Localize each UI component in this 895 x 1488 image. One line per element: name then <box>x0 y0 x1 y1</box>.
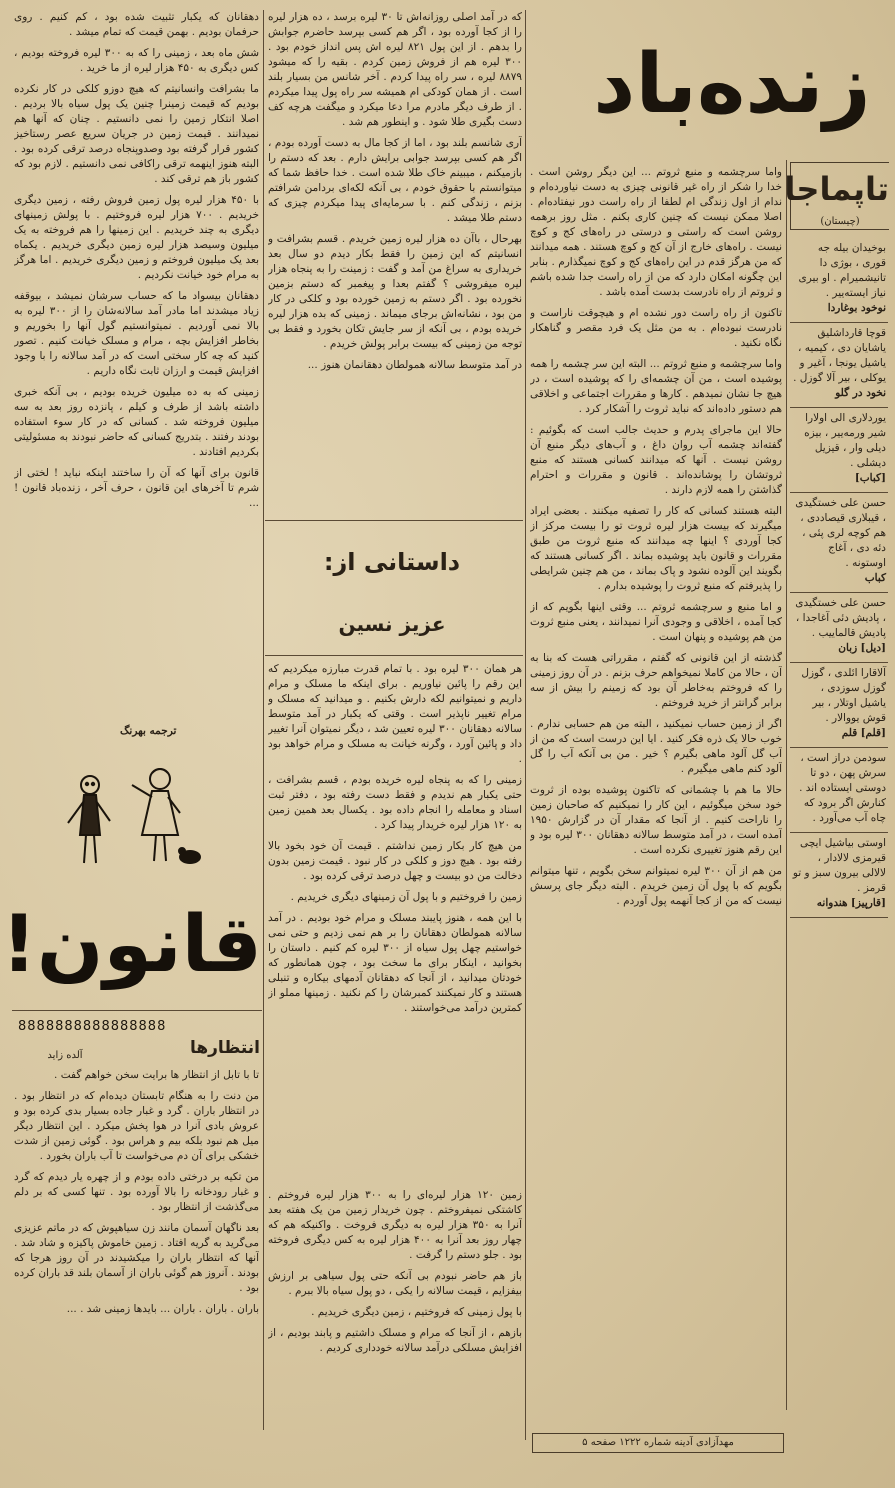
riddle-item: حسن علی خستگیدی ، پادیش دئی آغاجدا ، پادیش قالماییب . [دیل] زبان <box>790 593 888 663</box>
paragraph: آری شانسم بلند بود ، اما از کجا مال به دست آورده بودم ، اگر هم کسی بپرسد جوابی برایش دارم . بعد که دستم را بازمیکنم ، میبینم خاک طلا شده است . خدا حافظ شما که میتوانستم با حقوق خودم ، بی آنکه لکه‌ای بردامن شرافتم بزنم ، زندگی کنم . با سرمایه‌ای پیدا میکردم چیزی که دستم طلا میشد . <box>268 137 522 224</box>
paragraph: زمین را فروختیم و با پول آن زمینهای دیگری خریدیم . <box>290 891 522 903</box>
paragraph: بازهم ، از آنجا که مرام و مسلک داشتیم و پابند بودیم ، از افزایش مسلکی درآمد سالانه خودداری کردیم . <box>268 1327 522 1354</box>
page-footer: مهدآزادی آدینه شماره ۱۲۲۲ صفحه ۵ <box>532 1433 784 1453</box>
section-divider <box>265 655 523 656</box>
ornament-border: 8888888888888888 <box>18 1020 167 1034</box>
article-column-3 <box>530 165 782 1427</box>
riddle-item: سودمن دراز است ، سرش پهن ، دو تا دوستی ایستاده اند . کنارش اگر برود که چاه آب می‌آورد . <box>790 748 888 833</box>
paragraph: شش ماه بعد ، زمینی را که به ۳۰۰ لیره فروخته بودیم ، کس دیگری به ۴۵۰ هزار لیره از ما خرید . <box>14 47 259 74</box>
article-column-2-top <box>268 10 522 515</box>
column-divider <box>786 160 787 1410</box>
qanun-headline: قانون! <box>1 900 262 990</box>
paragraph: با این همه ، هنوز پایبند مسلک و مرام خود بودیم . در آمد سالانه همولطان دهقانان را بر هم نمی زدیم و حتی نمی خواستیم چهل پول سیاه از ۳۰۰ لیره کم کنیم . داستان را بخوانید ، اینکار برای ما سخت بود ، چون همانطور که خودتان میدانید ، از آنجا که دهقانان آدمهای بیکاره و تنبلی هستند و کار نمیکنند کمبرشان را کم نکنید . زمینها مملو از کمترین درآمد می‌خواستند . <box>268 912 522 1014</box>
story-author: عزیز نسین <box>338 612 446 636</box>
article-column-2-bottom <box>268 1188 522 1438</box>
column-divider <box>525 10 526 1440</box>
riddle-item: حسن علی خستگیدی ، قیبلاری قیصاددی ، هم کوچه لری پئی ، دئه دی ، آغاج اوستونه . کباب <box>790 493 888 593</box>
riddle-answer: [کباب] <box>854 472 886 484</box>
paragraph: ما بشرافت وانسانیتم که هیچ دوزو کلکی در کار نکرده بودیم که قیمت زمینرا چنین یک پول سیاه بالا بردیم . اصلا انتکار زمین را نمی دانستیم . چنان که آنها هم نمیدانند . قیمت زمین در جریان سریع عصر رستاخیز کشور قرار گرفته بود وصدوپنجاه درصد ترقی کرده بود . البته هنوز اینهمه ترقی راکافی نمی دانستیم . لازم بود که کشور باز هم ترقی کند . <box>14 83 259 185</box>
story-title-block <box>262 542 522 648</box>
article-column-1-bottom <box>14 1068 259 1438</box>
riddle-item: یوردلاری الی اولارا شیر ورمه‌ییر ، بیزه دیلی وار ، قیزیل دیشلی . [کباب] <box>790 408 888 493</box>
paragraph: با ۴۵۰ هزار لیره پول زمین فروش رفته ، زمین دیگری خریدیم . ۷۰۰ هزار لیره فروختیم . با پولش زمینهای دیگری به چند خریدیم . این زمینها را هم فروخته به یک میلیون وسیصد هزار لیره زمین دیگری خریدیم . یکماه بعد یک میلیون فروختم و زمین دیگری خریدیم . اما هرگز به مرام خود خیانت نکردیم . <box>14 194 259 281</box>
paragraph: بعد ناگهان آسمان مانند زن سیاهپوش که در ماتم عزیزی می‌گرید به گریه افتاد . زمین خاموش پاکیزه و شاد شد . آنها که انتظار باران را میکشیدند در آن روز هرجا که بودند . آنروز هم گوئی باران از آسمان بلند قد باران کرده بود . <box>14 1222 259 1294</box>
paragraph: من هم از آن ۳۰۰ لیره نمیتوانم سخن بگویم ، تنها میتوانم بگویم که با پول آن زمین خریدم . البته دیگر جای پرسش نیست که من از کجا آنهمه پول آوردم . <box>530 865 782 907</box>
riddle-answer: زبان <box>838 642 858 654</box>
paragraph: زمینی که به ده میلیون خریده بودیم ، بی آنکه خبری داشته باشد از طرف و کیلم ، پانزده روز بعد به سه میلیون فروخته شد . کسانی که در کار سوء استفاده بودند رفتند . بتدریج کسانی که حاضر نبودند به مسئولیتی بکردیم افتادند . <box>14 386 259 458</box>
section-divider <box>12 1010 262 1011</box>
tapmaja-box <box>784 162 889 230</box>
paragraph: تا با تابل از انتظار ها برایت سخن خواهم گفت . <box>54 1069 259 1081</box>
paragraph: قانون برای آنها که آن را ساختند اینکه نباید ! لختی از شرم تا آخرهای این قانون ، حرف آخر ، زنده‌باد قانون ! ... <box>14 467 259 509</box>
riddle-answer: نوخود بوغاردا <box>827 302 886 314</box>
riddle-item: بوخیدان بیله جه قوری ، بوژی دا تانیشمیرام . او بیری نیاز ایسته‌ییر . نوخود بوغاردا <box>790 238 888 323</box>
riddle-answer: نخود در گلو <box>835 387 886 399</box>
paragraph: البته هستند کسانی که کار را تصفیه میکنند . بعضی ایراد میگیرند که بیست هزار لیره ثروت تو را بیست مرکز از کجا آوردی ؟ اینها چه میدانند که منبع ثروت من طبق مقررات و قانون باید پوشیده بماند . اگر کسانی هستند که بگویند این آلوده نشود و پاک بماند ، من هم چنین شرایطی را پذیرفتم که منبع ثروت را پوشیده بدارم . <box>530 505 782 592</box>
tapmaja-title: تاپماجا <box>784 170 889 208</box>
paragraph: من تکیه بر درختی داده بودم و از چهره یار دیدم که گرد و غبار رودخانه را بالا آورده بود . تنها کسی که بر دلم می‌گذشت از انتظار بود . <box>14 1171 259 1213</box>
cartoon-illustration <box>60 765 210 875</box>
paragraph: تاکنون از راه راست دور نشده ام و هیچوقت ناراست و نادرست نبوده‌ام . به من مثل یک فرد مقصر و گناهکار نگاه نکنید . <box>530 307 782 349</box>
paragraph: با پول زمینی که فروختیم ، زمین دیگری خریدیم . <box>311 1306 522 1318</box>
paragraph: گذشته از این قانونی که گفتم ، مقرراتی هست که بنا به آن ، حالا من کاملا نمیخواهم حرف بزنم . در آن روز زمینی را که فروختم به‌خاطر آن بود که زمینم را بیش از سه برابر گرانتر از خرید فروختم . <box>530 652 782 709</box>
paragraph: هر همان ۳۰۰ لیره بود . با تمام قدرت مبارزه میکردیم که این رقم را پائین نیاوریم . برای اینکه ما مسلک و مرام داریم و نمیتوانیم لکه دارش بکنیم . و میدانید که مسلک و مرام تغییر ناپذیر است . وقتی که یکبار در آمد متوسط سالانه دهقانان ۳۰۰ لیره تعیین شد ، دیگر نمیتوان آنرا تغییر داد و پائین آورد ، وگرنه خیانت به مسلک و مرام خواهد بود . <box>268 663 522 765</box>
section-divider <box>265 520 523 521</box>
masthead-title: زنده‌باد <box>593 37 871 132</box>
paragraph: که در آمد اصلی روزانه‌اش تا ۳۰ لیره برسد ، ده هزار لیره را از کجا آورده بود ، اگر هم کسی بپرسد حاضرم جوابش را بدهم . از این پول ۸۲۱ لیره اش پس انداز خودم بود . ۳۰۰ لیره هم از فروش زمین کردم . بقیه را که میشود ۸۸۷۹ لیره ، سر راه پیدا کردم . آخر شانس من بسیار بلند است . از همان کودکی ام همیشه سر راه پول پیدا میکردم . از طرف دیگر مادرم مرا دعا میکرد و میگفت هرچه کف دست بگیری طلا شود . و اینطور هم شد . <box>268 11 522 128</box>
riddle-item: قوچا قارداشلیق یاشایان دی ، کیمیه ، یاشیل یونجا ، آغیر و یوکلی ، بیر آلا گوزل . نخود در گلو <box>790 323 888 408</box>
paragraph: اگر از زمین حساب نمیکنید ، البته من هم حسابی ندارم . خوب حالا یک ذره فکر کنید . ایا این درست است که من از آب گل آلود ماهی بگیرم ؟ خیر . من بی آنکه آب را گل آلود کنم ماهی میگیرم . <box>530 718 782 775</box>
paragraph: باز هم حاضر نبودم بی آنکه حتی پول سیاهی بر ارزش بیفزایم ، قیمت سالانه را یکی ، دو پول سیاه بالا ببرم . <box>268 1270 522 1297</box>
paragraph: و اما منبع و سرچشمه ثروتم ... وقتی اینها بگویم که از کجا آمده ، اخلاقی و وجودی آنرا نمیدانند ، یعنی منبع ثروت من هم پوشیده و پنهان است . <box>530 601 782 643</box>
riddle-answer: کباب <box>864 572 886 584</box>
paragraph: حالا این ماجرای پدرم و حدیث جالب است که بگوئیم : گفته‌اند چشمه آب روان داغ ، و آب‌های دیگر منبع آن روشن نیست . آنها که میدانند کسانی هستند که منبع ثروتشان را پوشانده‌اند . قانون و مقررات و احترام گذاشتن را همه لازم دارند . <box>530 424 782 496</box>
article-column-1-top <box>14 10 259 725</box>
paragraph: بهرحال ، باآن ده هزار لیره زمین خریدم . قسم بشرافت و انسانیتم که این زمین را فقط بکار دیدم دو سال بعد خریداری به سراغ من آمد و گفت : زمینت را به پنجاه هزار لیره میفروشی ؟ گفتم بعدا و پیغمبر که دستم بزمین نخورده بود . اگر دستم به زمین خورده بود و کلکی در کار من بود ، نشانه‌اش برجای میماند . زمینی که بده هزار لیره خریده بودم ، بی آنکه از سر جایش تکان بخورد و فقط بی توجه من زمینی که بیست برابر پولش خریدم . <box>268 233 522 350</box>
paragraph: من دنت را به هنگام تابستان دیده‌ام که در انتظار بود . در انتظار باران . گرد و غبار جاده بسیار بدی کرده بود و عروش بادی آنرا در هوا پخش میکرد . این انتظار دیگر میل هم نبود بلکه بیم و هراس بود . گوئی زمین از شدت خشکی برای آن دم می‌خواست تا آب باران بخورد . <box>14 1090 259 1162</box>
paragraph: زمین ۱۲۰ هزار لیره‌ای را به ۳۰۰ هزار لیره فروختم . کاشتکی نمیفروختم . چون خریدار زمین من یک هفته بعد آنرا به ۳۵۰ هزار لیره به دیگری فروخت . واکنیکه هم که چهار روز بعد آنرا به ۴۰۰ هزار لیره به کس دیگری فروخته بود . جلو دستم را گرفت . <box>268 1189 522 1261</box>
paragraph: باران . باران . باران ... بایدها زمینی شد . ... <box>66 1303 259 1315</box>
paragraph: زمینی را که به پنجاه لیره خریده بودم ، قسم بشرافت ، حتی یکبار هم ندیدم و فقط دست رفته بود ، دفتر ثبت اسناد و معامله را انجام داده بود . یکسال بعد همین زمین به ۱۲۰ هزار لیره خریدار پیدا کرد . <box>268 774 522 831</box>
riddle-answer: قلم <box>841 727 858 739</box>
article-column-2-mid <box>268 662 522 1182</box>
paragraph: در آمد متوسط سالانه همولطان دهقانمان هنوز ... <box>307 359 522 371</box>
paragraph: حالا ما هم با چشمانی که تاکنون پوشیده بوده از ثروت خود سخن میگوئیم ، این کار را نمیکنیم که صاحبان زمین را ناراحت کنیم . از آنجا که مقدار آن در گزارش ۱۹۵۰ آمده است ، در آمد متوسط سالانه دهقانان ۳۰۰ لیره بود و این رقم هنوز تغییری نکرده است . <box>530 784 782 856</box>
tapmaja-subtitle: (چیستان) <box>820 216 860 227</box>
riddle-list <box>790 238 888 1408</box>
paragraph: من هیچ کار بکار زمین نداشتم . قیمت آن خود بخود بالا رفته بود . هیچ دوز و کلکی در کار نبود . قیمت زمین بدون دخالت من دو بیست و چهل درصد ترقی کرده بود . <box>268 840 522 882</box>
riddle-item: اوستی بیاشیل ایچی قیرمزی لالادار ، لالالی بیرون سبز و تو قرمز . [قارپیز] هندوانه <box>790 833 888 918</box>
riddle-answer: [قارپیز] <box>850 897 886 909</box>
riddle-item: آلا‌قارا ائلدی ، گوزل گوزل سوزدی ، یاشیل اوتلار ، بیر قوش یووالار . [قلم] قلم <box>790 663 888 748</box>
paragraph: واما سرچشمه و منبع ثروتم ... این دیگر روشن است . خدا را شکر از راه غیر قانونی چیزی به دست نیاورده‌ام و ندام از اول زندگی ام لطفا از راه راست دور نیفتاده‌ام . اصلا ممکن نیست که چنین کاری بکنم . مثل روز برهمه روشن است که راستی و درستی در راه‌های کج و کوچ نیست . راه‌های خارج از آن کج و کوچ هستند . همه میدانند که من هرگز قدم در این راه‌های کج و کوچ نمیگذارم . بنابر این چگونه امکان دارد که من از راه راست جدا شده باشم و ثروتم از راه نادرست بدست آمده باشد . <box>530 166 782 298</box>
entezarha-title: انتظارها <box>189 1038 260 1058</box>
column-divider <box>263 10 264 1430</box>
paragraph: دهقانان که یکبار تثبیت شده بود ، کم کنیم . روی حرفمان بودیم . بهمن قیمت که تمام میشد . <box>14 11 259 38</box>
paragraph: واما سرچشمه و منبع ثروتم ... البته این سر چشمه را همه پوشیده است ، من آن چشمه‌ای را که پوشیده است ، در هیچ جا نشان نمیدهم . کارها و مقررات اجتماعی و اخلاقی هم دستور داده‌اند که نباید ثروت را آشکار کرد . <box>530 358 782 415</box>
paragraph: دهقانان بیسواد ما که حساب سرشان نمیشد ، بیوقفه زیاد میشدند اما مادر آمد سالانه‌شان را از ۳۰۰ لیره به بالا نمی آوردیم . نمیتوانستیم گول آنها را بخوریم و بخاطر افزایش بچه ، مرام و مسلک خیانت کنیم . تصور کنید که چه کار سختی است که در آمد سالانه را با وجود افزایش قیمت و ارزان ثابت نگاه داریم . <box>14 290 259 377</box>
translator-credit: ترجمه بهرنگ <box>120 725 177 737</box>
story-heading: داستانی از: <box>323 548 461 576</box>
entezarha-author: آلده زاید <box>47 1050 83 1061</box>
riddle-answer: [قلم] <box>860 727 886 739</box>
riddle-answer: هندوانه <box>816 897 848 909</box>
riddle-answer: [دیل] <box>860 642 886 654</box>
